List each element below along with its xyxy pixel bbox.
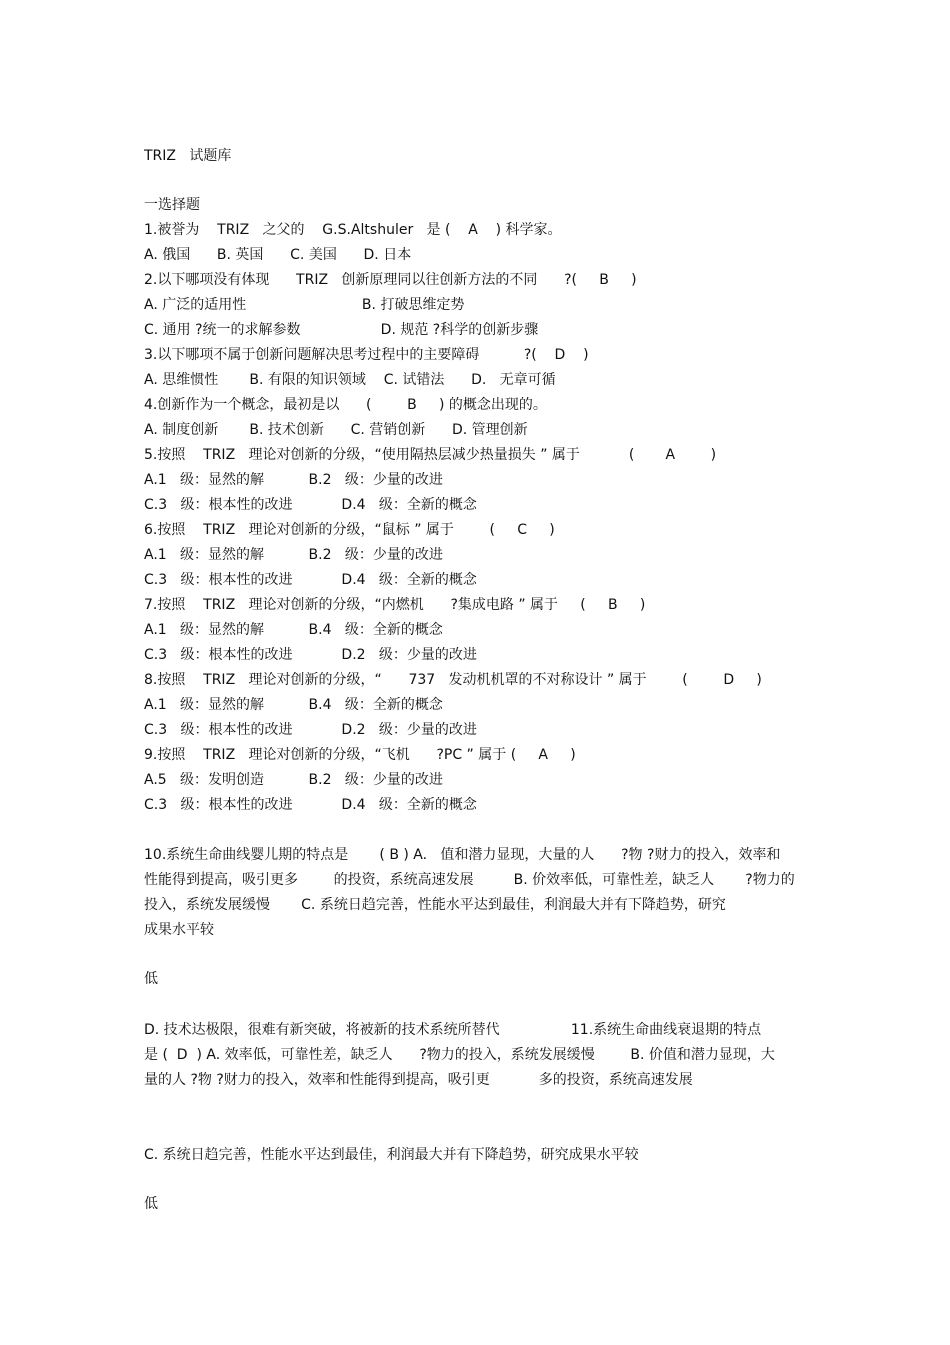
question-10-line: 性能得到提高，吸引更多 的投资，系统高速发展 B. 价效率低，可靠性差，缺乏人 ?物力的 [144,872,795,888]
document-title: TRIZ 试题库 [144,148,232,164]
text-line: 2.以下哪项没有体现 TRIZ 创新原理同以往创新方法的不同 ?( B ) [144,272,637,288]
text-line: 9.按照 TRIZ 理论对创新的分级，“飞机 ?PC ” 属于 ( A ) [144,747,576,763]
text-line: 4.创新作为一个概念，最初是以 ( B ) 的概念出现的。 [144,397,547,413]
text-line: A.5 级：发明创造 B.2 级：少量的改进 [144,772,443,788]
text-line: A.1 级：显然的解 B.2 级：少量的改进 [144,547,443,563]
text-fragment: 低 [144,1196,158,1212]
text-line: A.1 级：显然的解 B.2 级：少量的改进 [144,472,443,488]
question-10-line: 10.系统生命曲线婴儿期的特点是 ( B ) A. 值和潜力显现，大量的人 ?物 ?财力的投入，效率和 [144,847,781,863]
option-c-line: C. 系统日趋完善，性能水平达到最佳，利润最大并有下降趋势，研究成果水平较 [144,1147,639,1163]
text-line: C.3 级：根本性的改进 D.2 级：少量的改进 [144,722,477,738]
text-line: C.3 级：根本性的改进 D.2 级：少量的改进 [144,647,477,663]
text-line: 7.按照 TRIZ 理论对创新的分级，“内燃机 ?集成电路 ” 属于 ( B ) [144,597,646,613]
text-line: A. 思维惯性 B. 有限的知识领域 C. 试错法 D. 无章可循 [144,372,556,388]
text-line: C.3 级：根本性的改进 D.4 级：全新的概念 [144,572,477,588]
question-11-line: D. 技术达极限，很难有新突破，将被新的技术系统所替代 11.系统生命曲线衰退期的特点 [144,1022,762,1038]
question-11-line: 是 ( D ) A. 效率低，可靠性差，缺乏人 ?物力的投入，系统发展缓慢 B. 价值和潜力显现，大 [144,1047,775,1063]
question-11-line: 量的人 ?物 ?财力的投入，效率和性能得到提高，吸引更 多的投资，系统高速发展 [144,1072,693,1088]
question-10-line: 成果水平较 [144,922,214,938]
text-line: 5.按照 TRIZ 理论对创新的分级，“使用隔热层减少热量损失 ” 属于 ( A ) [144,447,717,463]
question-10-line: 投入，系统发展缓慢 C. 系统日趋完善，性能水平达到最佳，利润最大并有下降趋势，研究 [144,897,726,913]
text-line: A. 广泛的适用性 B. 打破思维定势 [144,297,465,313]
text-line: 8.按照 TRIZ 理论对创新的分级，“ 737 发动机机罩的不对称设计 ” 属于 ( D ) [144,672,762,688]
text-line: 6.按照 TRIZ 理论对创新的分级，“鼠标 ” 属于 ( C ) [144,522,555,538]
text-line: A.1 级：显然的解 B.4 级：全新的概念 [144,622,443,638]
section-heading: 一选择题 [144,197,200,213]
text-line: 3.以下哪项不属于创新问题解决思考过程中的主要障碍 ?( D ) [144,347,589,363]
text-line: C.3 级：根本性的改进 D.4 级：全新的概念 [144,797,477,813]
text-line: C.3 级：根本性的改进 D.4 级：全新的概念 [144,497,477,513]
text-fragment: 低 [144,971,158,987]
text-line: A. 俄国 B. 英国 C. 美国 D. 日本 [144,247,412,263]
text-line: C. 通用 ?统一的求解参数 D. 规范 ?科学的创新步骤 [144,322,539,338]
text-line: A. 制度创新 B. 技术创新 C. 营销创新 D. 管理创新 [144,422,528,438]
text-line: A.1 级：显然的解 B.4 级：全新的概念 [144,697,443,713]
text-line: 1.被誉为 TRIZ 之父的 G.S.Altshuler 是 ( A ) 科学家。 [144,222,562,238]
